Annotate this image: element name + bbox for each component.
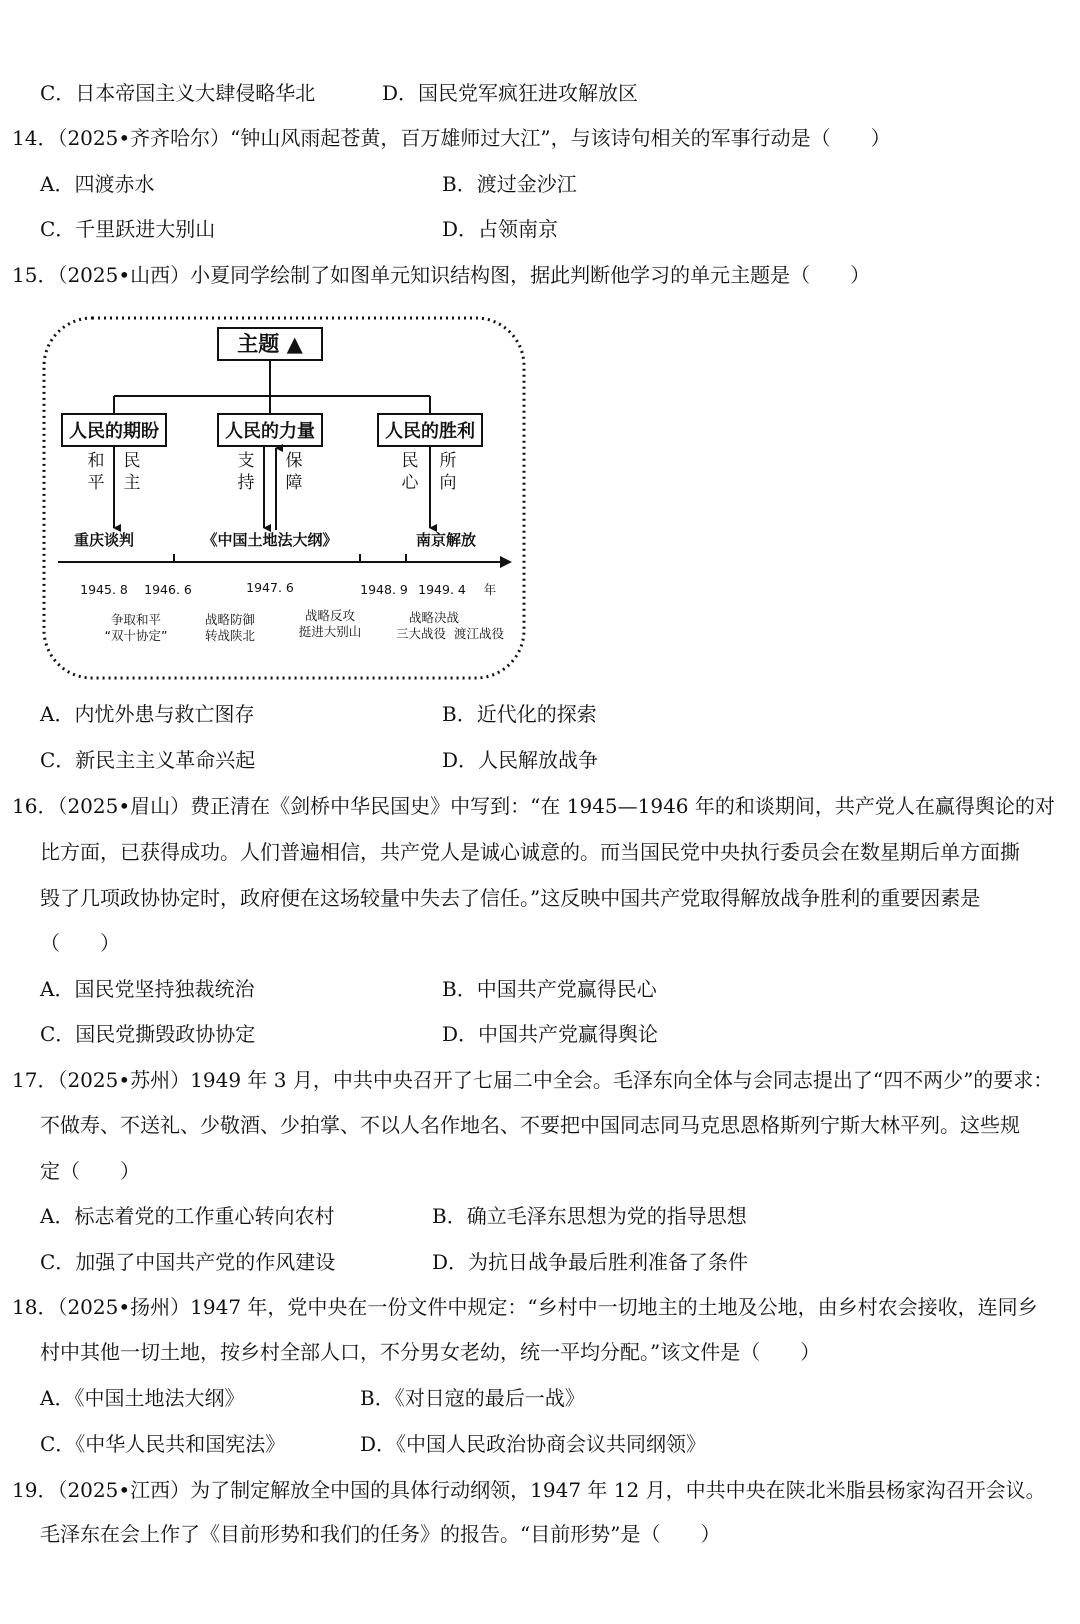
date-1947-6: 1947. 6 bbox=[246, 580, 294, 595]
q14-option-d: D．占领南京 bbox=[442, 217, 559, 241]
stage-2-line-1: 战略防御 bbox=[204, 612, 256, 627]
box-victory-label: 人民的胜利 bbox=[385, 421, 475, 442]
q15-option-b: B．近代化的探索 bbox=[442, 702, 597, 726]
q16-option-d: D．中国共产党赢得舆论 bbox=[442, 1022, 659, 1046]
label-peace-2: 平 bbox=[87, 473, 105, 493]
stage-1-line-1: 争取和平 bbox=[110, 612, 162, 627]
date-1946-6: 1946. 6 bbox=[144, 582, 192, 597]
q13-option-d: D．国民党军疯狂进攻解放区 bbox=[382, 81, 639, 105]
label-popular-2: 心 bbox=[401, 473, 419, 493]
q16-stem-line-1: 16．（2025•眉山）费正清在《剑桥中华民国史》中写到：“在 1945—1946 年的和谈期间，共产党人在赢得舆论的对 bbox=[12, 794, 1055, 818]
label-direction-1: 所 bbox=[439, 451, 457, 471]
event-chongqing: 重庆谈判 bbox=[73, 531, 135, 549]
label-peace-1: 和 bbox=[87, 451, 105, 471]
unit-structure-diagram bbox=[42, 316, 528, 690]
q14-option-c: C．千里跃进大别山 bbox=[40, 217, 216, 241]
q18-option-b: B．《对日寇的最后一战》 bbox=[360, 1386, 585, 1410]
timeline-arrowhead bbox=[500, 556, 512, 568]
q13-option-c: C．日本帝国主义大肆侵略华北 bbox=[40, 81, 316, 105]
q15-option-a: A．内忧外患与救亡图存 bbox=[40, 702, 255, 726]
event-nanjing: 南京解放 bbox=[415, 531, 477, 549]
box-expectation-label: 人民的期盼 bbox=[69, 421, 159, 442]
stage-3-line-2: 挺进大别山 bbox=[298, 624, 362, 639]
stage-1-line-2: “双十协定” bbox=[104, 628, 168, 643]
q17-stem-line-2: 不做寿、不送礼、少敬酒、少拍掌、不以人名作地名、不要把中国同志同马克思恩格斯列宁斯大林平列。这些规 bbox=[40, 1113, 1020, 1137]
q17-option-a: A．标志着党的工作重心转向农村 bbox=[40, 1204, 335, 1228]
q18-stem-line-1: 18．（2025•扬州）1947 年，党中央在一份文件中规定：“乡村中一切地主的土地及公地，由乡村农会接收，连同乡 bbox=[12, 1295, 1038, 1319]
q15-option-d: D．人民解放战争 bbox=[442, 748, 599, 772]
q17-option-c: C．加强了中国共产党的作风建设 bbox=[40, 1250, 336, 1274]
label-guarantee-1: 保 bbox=[285, 451, 303, 471]
diagram-svg bbox=[42, 316, 528, 690]
axis-unit-year: 年 bbox=[483, 582, 497, 597]
q14-option-a: A．四渡赤水 bbox=[40, 172, 155, 196]
event-land-law: 《中国土地法大纲》 bbox=[202, 531, 338, 549]
q14-option-b: B．渡过金沙江 bbox=[442, 172, 577, 196]
label-democracy-2: 主 bbox=[123, 473, 141, 493]
q19-stem-line-2: 毛泽东在会上作了《目前形势和我们的任务》的报告。“目前形势”是（ ） bbox=[40, 1522, 721, 1546]
q15-option-c: C．新民主主义革命兴起 bbox=[40, 748, 256, 772]
q16-option-b: B．中国共产党赢得民心 bbox=[442, 977, 657, 1001]
q18-stem-line-2: 村中其他一切土地，按乡村全部人口，不分男女老幼，统一平均分配。”该文件是（ ） bbox=[40, 1340, 821, 1364]
q19-stem-line-1: 19．（2025•江西）为了制定解放全中国的具体行动纲领，1947 年 12 月，中共中央在陕北米脂县杨家沟召开会议。 bbox=[12, 1478, 1046, 1502]
q15-stem: 15．（2025•山西）小夏同学绘制了如图单元知识结构图，据此判断他学习的单元主题是（ ） bbox=[12, 263, 871, 287]
label-direction-2: 向 bbox=[439, 473, 457, 493]
q17-stem-line-1: 17．（2025•苏州）1949 年 3 月，中共中央召开了七届二中全会。毛泽东向全体与会同志提出了“四不两少”的要求： bbox=[12, 1068, 1054, 1092]
q17-option-b: B．确立毛泽东思想为党的指导思想 bbox=[432, 1204, 747, 1228]
label-guarantee-2: 障 bbox=[285, 473, 303, 493]
label-support-1: 支 bbox=[237, 451, 255, 471]
q16-stem-line-3: 毁了几项政协协定时，政府便在这场较量中失去了信任。”这反映中国共产党取得解放战争胜利的重要因素是 bbox=[40, 886, 981, 910]
q16-option-c: C．国民党撕毁政协协定 bbox=[40, 1022, 256, 1046]
label-democracy-1: 民 bbox=[123, 451, 141, 471]
label-support-2: 持 bbox=[237, 473, 255, 493]
q17-stem-line-3: 定（ ） bbox=[40, 1159, 140, 1183]
q18-option-c: C．《中华人民共和国宪法》 bbox=[40, 1432, 286, 1456]
stage-3-line-1: 战略反攻 bbox=[304, 608, 356, 623]
q16-stem-line-2: 比方面，已获得成功。人们普遍相信，共产党人是诚心诚意的。而当国民党中央执行委员会在数星期后单方面撕 bbox=[40, 840, 1020, 864]
label-popular-1: 民 bbox=[401, 451, 419, 471]
box-strength-label: 人民的力量 bbox=[225, 421, 315, 442]
q16-stem-line-4: （ ） bbox=[40, 931, 120, 955]
theme-label: 主题 ▲ bbox=[237, 332, 303, 356]
date-1945-8: 1945. 8 bbox=[80, 582, 128, 597]
q18-option-d: D．《中国人民政治协商会议共同纲领》 bbox=[360, 1432, 707, 1456]
date-1949-4: 1949. 4 bbox=[418, 582, 466, 597]
q17-option-d: D．为抗日战争最后胜利准备了条件 bbox=[432, 1250, 749, 1274]
stage-4-line-1: 战略决战 bbox=[408, 610, 460, 625]
stage-2-line-2: 转战陕北 bbox=[204, 628, 256, 643]
q16-option-a: A．国民党坚持独裁统治 bbox=[40, 977, 255, 1001]
q18-option-a: A．《中国土地法大纲》 bbox=[40, 1386, 245, 1410]
q14-stem: 14．（2025•齐齐哈尔）“钟山风雨起苍黄，百万雄师过大江”，与该诗句相关的军事行动是（ ） bbox=[12, 126, 891, 150]
date-1948-9: 1948. 9 bbox=[360, 582, 408, 597]
stage-4-line-2: 三大战役 渡江战役 bbox=[396, 626, 504, 641]
